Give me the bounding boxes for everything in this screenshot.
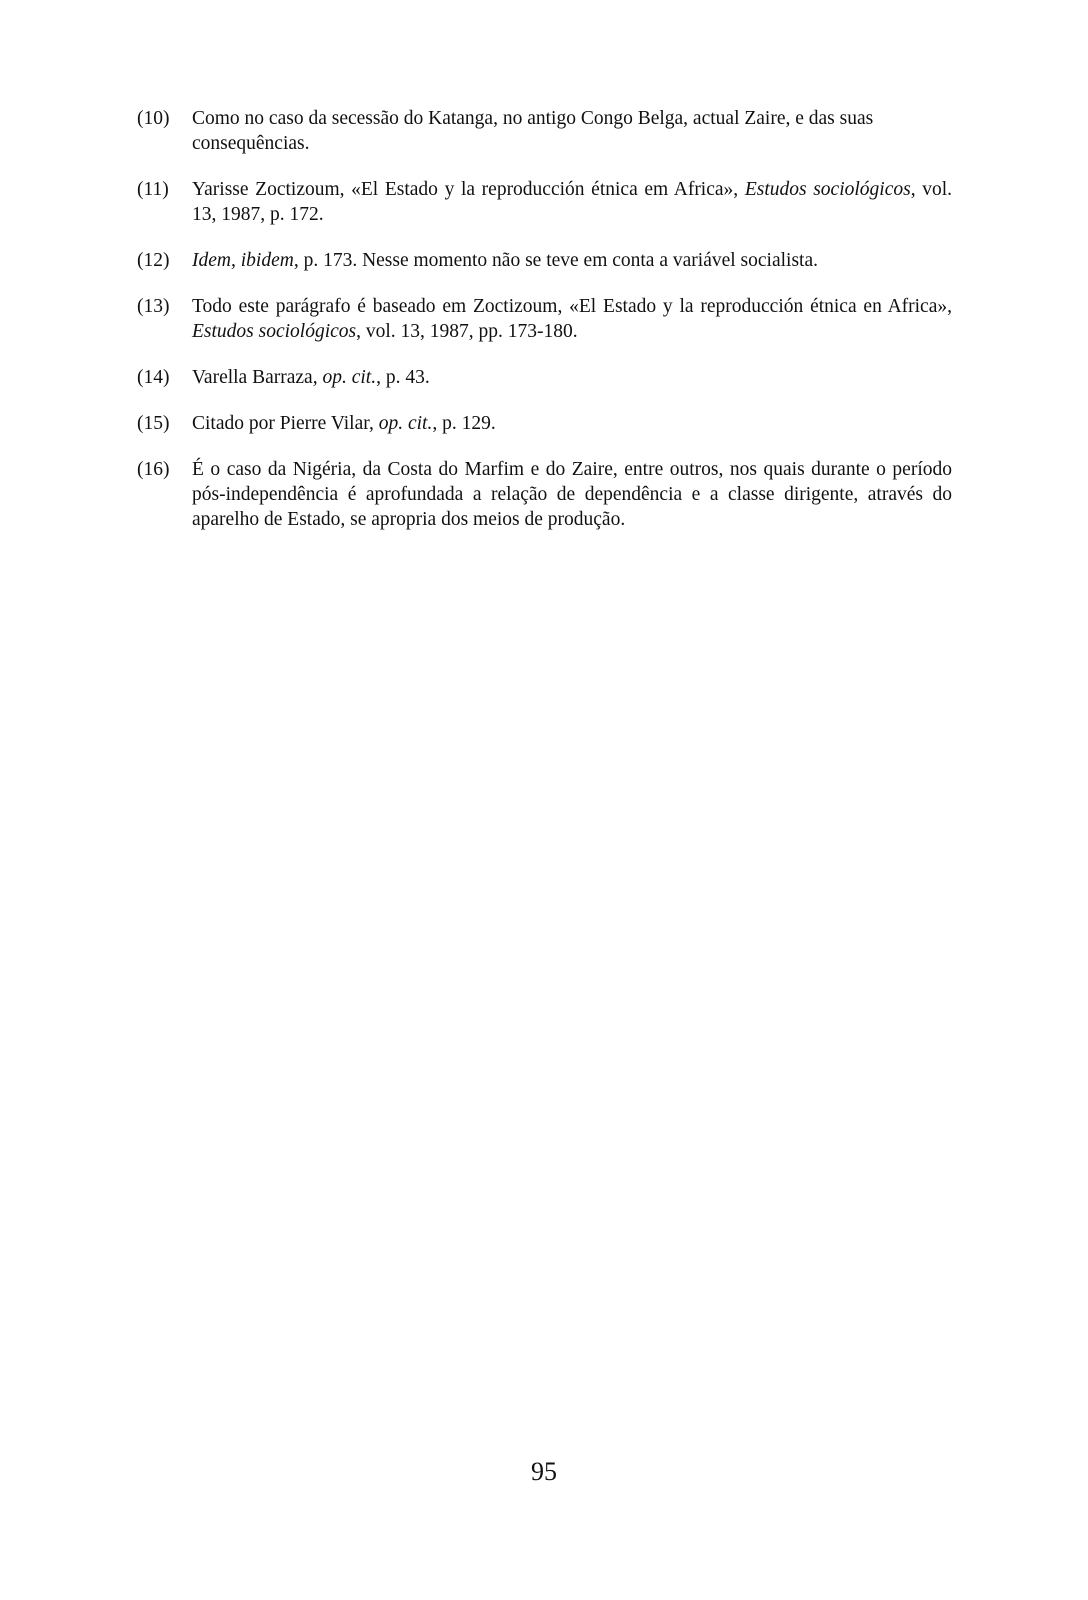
footnote-12	[137, 248, 952, 273]
footnote-16	[137, 457, 952, 532]
italic-reference: op. cit.	[378, 413, 433, 434]
footnote-text: Idem, ibidem, p. 173. Nesse momento não se teve em conta a variável socialista.	[192, 250, 818, 271]
italic-reference: op. cit.	[322, 367, 377, 388]
page-number: 95	[531, 1457, 557, 1486]
footnote-number: (13)	[137, 296, 170, 317]
footnote-13	[137, 294, 952, 344]
footnote-15	[137, 411, 952, 436]
footnote-text: Yarisse Zoctizoum, «El Estado y la reproducción étnica em Africa», Estudos sociológicos, vol. 13, 1987, p. 172.	[192, 179, 953, 225]
italic-title: Estudos sociológicos	[744, 179, 911, 200]
footnote-text: Citado por Pierre Vilar, op. cit., p. 129.	[192, 413, 496, 434]
footnote-text: Varella Barraza, op. cit., p. 43.	[192, 367, 430, 388]
italic-reference: Idem, ibidem	[192, 250, 294, 271]
footnote-11	[137, 177, 952, 227]
footnote-10	[137, 106, 952, 156]
footnote-text: Como no caso da secessão do Katanga, no antigo Congo Belga, actual Zaire, e das suas consequências.	[192, 108, 874, 154]
footnote-number: (15)	[137, 413, 170, 434]
footnote-number: (12)	[137, 250, 170, 271]
footnote-number: (11)	[137, 179, 169, 200]
footnotes-list	[137, 106, 952, 553]
footnote-number: (14)	[137, 367, 170, 388]
footnote-number: (10)	[137, 108, 170, 129]
footnote-14	[137, 365, 952, 390]
footnote-text: É o caso da Nigéria, da Costa do Marfim e do Zaire, entre outros, nos quais durante o período pós-independência é aprofundada a relação de dependência e a classe dirigente, através do aparelho de Estado, se apropria dos meios de produção.	[192, 459, 952, 530]
footnote-text: Todo este parágrafo é baseado em Zoctizoum, «El Estado y la reproducción étnica en Africa», Estudos sociológicos, vol. 13, 1987, pp. 173-180.	[192, 296, 952, 342]
italic-title: Estudos sociológicos	[192, 321, 357, 342]
footnote-number: (16)	[137, 459, 170, 480]
